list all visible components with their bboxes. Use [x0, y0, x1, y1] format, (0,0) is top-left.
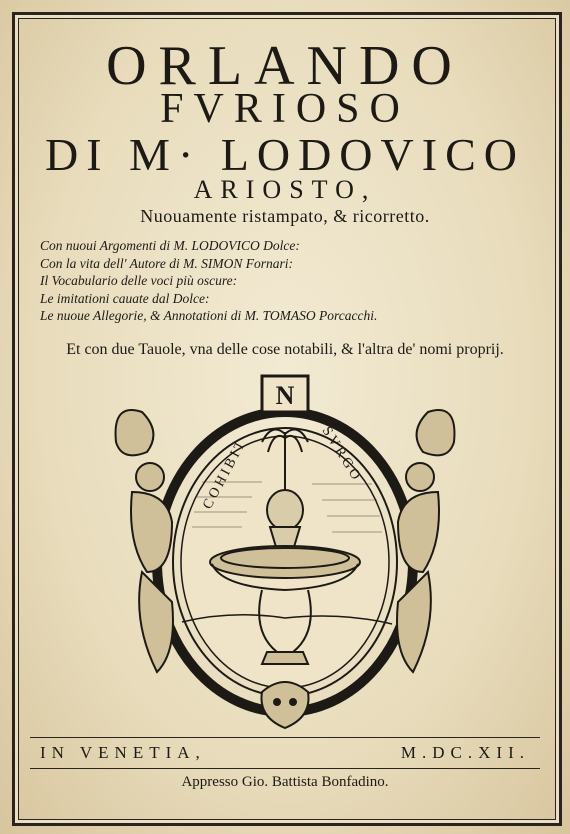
motto-right: SVRGO — [318, 424, 365, 486]
rule-middle — [30, 768, 540, 769]
imprint — [40, 743, 530, 763]
imprint-year: M.DC.XII. — [400, 743, 530, 762]
contents-item: Con nuoui Argomenti di M. LODOVICO Dolce: — [40, 238, 300, 253]
printer-emblem — [102, 372, 468, 732]
contents-item: Le nuoue Allegorie, & Annotationi di M. TOMASO Porcacchi. — [40, 308, 378, 323]
contents-list — [40, 237, 540, 325]
title-line-2: FVRIOSO — [160, 86, 410, 132]
contents-item: Con la vita dell' Autore di M. SIMON Fornari: — [40, 255, 293, 271]
printer-line: Appresso Gio. Battista Bonfadino. — [181, 774, 389, 790]
monogram: N — [275, 381, 295, 410]
title-line-4: ARIOSTO, — [193, 175, 377, 204]
imprint-place: IN VENETIA, — [40, 743, 206, 762]
rule-top — [30, 737, 540, 738]
contents-item: Le imitationi cauate dal Dolce: — [40, 290, 210, 306]
left-putto — [116, 410, 173, 672]
subtitle: Nuouamente ristampato, & ricorretto. — [140, 206, 430, 226]
contents-item: Il Vocabulario delle voci più oscure: — [40, 273, 238, 288]
tables-line: Et con due Tauole, vna delle cose notabili, & l'altra de' nomi proprij. — [66, 341, 504, 358]
motto-left: COHIBIT — [200, 436, 251, 512]
title-line-1: ORLANDO — [106, 35, 464, 97]
right-putto — [397, 410, 454, 672]
grotesque-mask — [261, 682, 308, 728]
title-line-3: DI M· LODOVICO — [45, 129, 525, 180]
